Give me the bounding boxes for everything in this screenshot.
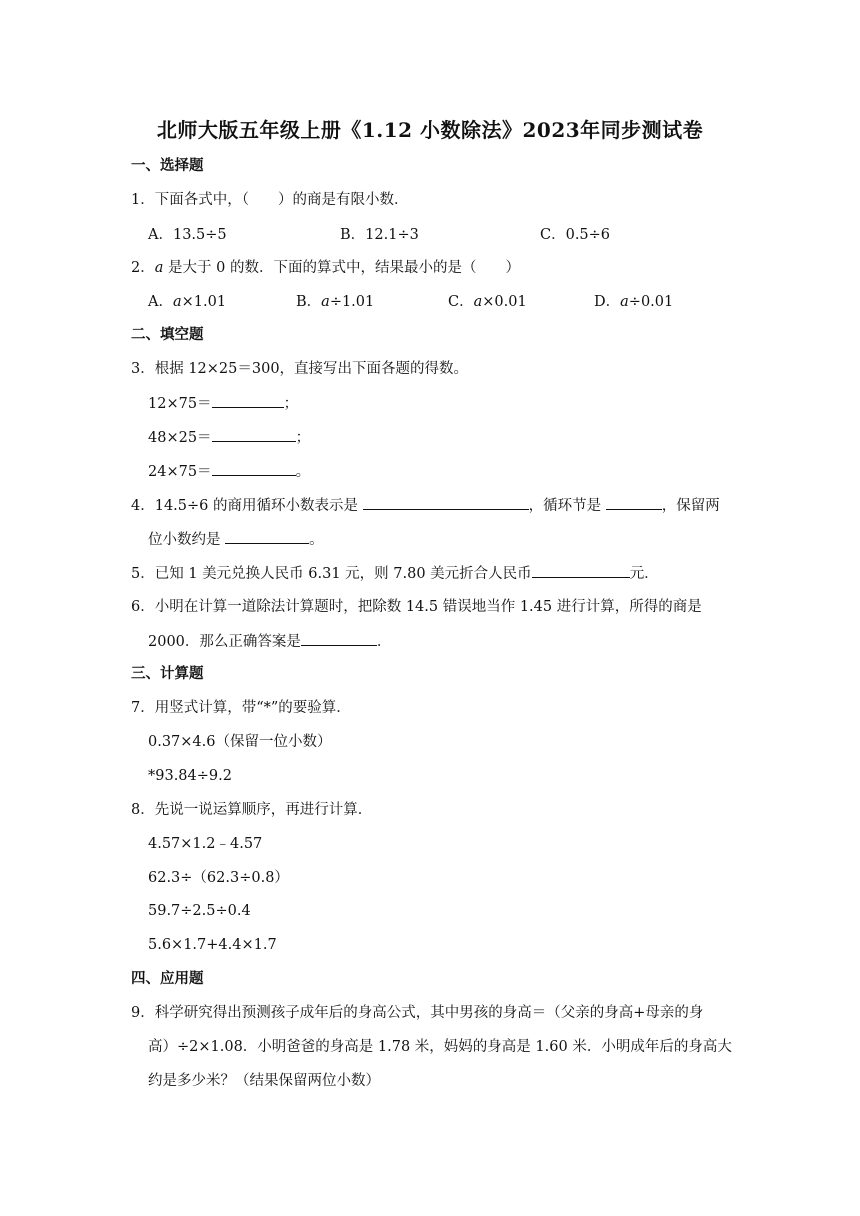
q7-item-1: 0.37×4.6（保留一位小数） <box>148 734 332 750</box>
q8-item-3: 59.7÷2.5÷0.4 <box>148 903 251 919</box>
question-1-stem: 1．下面各式中，（ ）的商是有限小数． <box>131 192 409 208</box>
question-8-stem: 8．先说一说运算顺序，再进行计算． <box>131 802 373 818</box>
question-4-line-1: 4．14.5÷6 的商用循环小数表示是 ，循环节是 ，保留两 <box>131 495 720 516</box>
q1-option-c: C．0.5÷6 <box>540 227 611 243</box>
q1-option-a: A．13.5÷5 <box>148 227 227 243</box>
question-7-stem: 7．用竖式计算，带“*”的要验算． <box>131 700 351 716</box>
section-heading-fill: 二、填空题 <box>131 326 204 343</box>
question-6-line-1: 6．小明在计算一道除法计算题时，把除数 14.5 错误地当作 1.45 进行计算，所得的商是 <box>131 599 702 615</box>
q2-option-c: C．a×0.01 <box>448 294 527 310</box>
q2-number: 2． <box>131 260 155 276</box>
question-9-line-2: 高）÷2×1.08．小明爸爸的身高是 1.78 米，妈妈的身高是 1.60 米．小明成年后的身高大 <box>148 1039 732 1055</box>
q7-item-2: *93.84÷9.2 <box>148 768 232 784</box>
q8-item-4: 5.6×1.7+4.4×1.7 <box>148 937 277 953</box>
q2-option-d: D．a÷0.01 <box>594 294 674 310</box>
answer-blank[interactable] <box>212 461 296 476</box>
section-heading-calculation: 三、计算题 <box>131 665 204 682</box>
question-5: 5．已知 1 美元兑换人民币 6.31 元，则 7.80 美元折合人民币 元． <box>131 563 659 584</box>
question-3-stem: 3．根据 12×25＝300，直接写出下面各题的得数。 <box>131 361 469 377</box>
answer-blank[interactable] <box>212 427 296 442</box>
answer-blank[interactable] <box>532 563 630 578</box>
q2-option-b: B．a÷1.01 <box>296 294 375 310</box>
page-title: 北师大版五年级上册《1.12 小数除法》2023年同步测试卷 <box>156 118 704 142</box>
q3-item-3: 24×75＝ 。 <box>148 461 310 482</box>
question-9-line-3: 约是多少米？（结果保留两位小数） <box>148 1073 380 1089</box>
question-2-stem <box>131 258 520 278</box>
q8-item-2: 62.3÷（62.3÷0.8） <box>148 870 289 886</box>
answer-blank[interactable] <box>606 495 662 510</box>
question-9-line-1: 9．科学研究得出预测孩子成年后的身高公式，其中男孩的身高＝（父亲的身高+母亲的身 <box>131 1005 704 1021</box>
q2-variable: a <box>154 260 164 276</box>
q8-item-1: 4.57×1.2﹣4.57 <box>148 836 263 852</box>
q3-item-1: 12×75＝ ； <box>148 393 298 414</box>
q3-item-2: 48×25＝ ； <box>148 427 310 448</box>
q2-option-a: A．a×1.01 <box>148 294 227 310</box>
q1-option-b: B．12.1÷3 <box>340 227 419 243</box>
section-heading-application: 四、应用题 <box>131 970 204 987</box>
answer-blank[interactable] <box>225 529 309 544</box>
question-6-line-2: 2000．那么正确答案是 ． <box>148 631 391 652</box>
answer-blank[interactable] <box>301 631 377 646</box>
section-heading-choice: 一、选择题 <box>131 157 204 174</box>
answer-blank[interactable] <box>212 393 284 408</box>
answer-blank[interactable] <box>363 495 529 510</box>
question-4-line-2: 位小数约是 。 <box>148 529 324 550</box>
q2-stem-text: 是大于 0 的数．下面的算式中，结果最小的是（ ） <box>163 260 520 276</box>
